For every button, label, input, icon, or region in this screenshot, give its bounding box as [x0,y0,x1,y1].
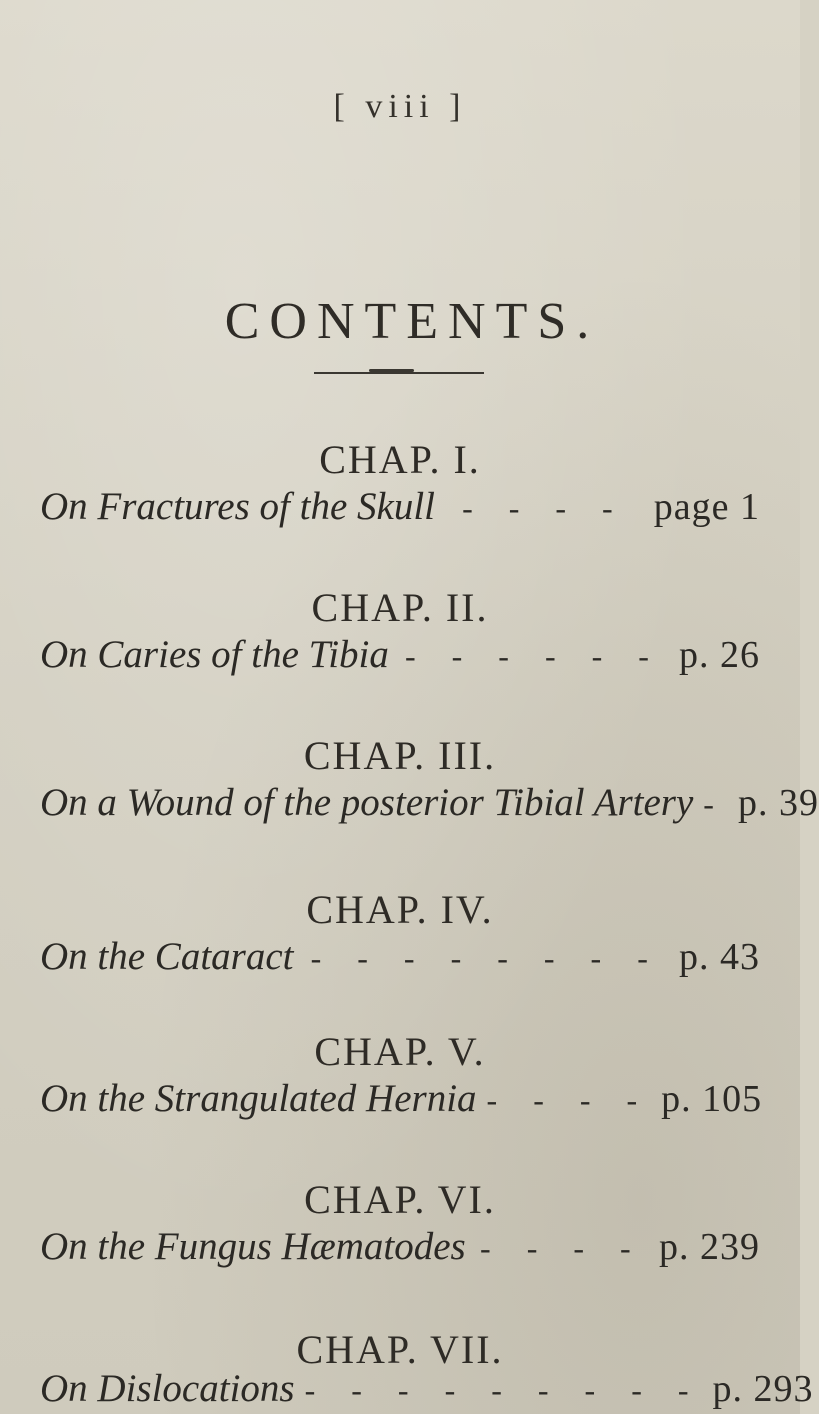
chapter-label: CHAP. VI. [304,1177,496,1222]
chapter-label: CHAP. IV. [306,887,494,932]
page-reference: p. 43 [679,936,760,978]
ornamental-rule [314,372,484,374]
chapter-title: On the Strangulated Hernia [40,1077,477,1120]
leader-dashes: - - - - - - - - [310,940,662,976]
chapter-label: CHAP. I. [319,437,481,482]
page-reference: p. 39 [737,782,819,824]
toc-entry [40,780,819,828]
toc-entry [40,934,760,982]
chapter-title: On the Cataract [40,935,294,978]
page-reference: p. 26 [679,634,760,676]
chapter-title: On Caries of the Tibia [40,633,389,676]
toc-entry [40,484,760,532]
leader-dashes: - - - - - - [404,638,663,674]
page-reference: p. 293 [712,1368,814,1410]
page-number: [ viii ] [333,88,467,125]
chapter-title: On Fractures of the Skull [40,485,435,528]
chapter-label: CHAP. VII. [296,1327,504,1372]
chapter-title: On a Wound of the posterior Tibial Artery [40,781,694,824]
chapter-label: CHAP. III. [303,733,497,778]
page-reference: p. 239 [659,1226,760,1268]
leader-dashes: - - - - [462,490,627,526]
leader-dashes: - - - - [486,1082,652,1118]
contents-heading: CONTENTS. [224,293,600,350]
chapter-label: CHAP. II. [311,585,489,630]
leader-dashes: - - - - [480,1230,645,1266]
toc-entry [40,1366,814,1414]
toc-entry [40,1076,763,1124]
chapter-title: On the Fungus Hæmatodes [40,1225,466,1268]
page-reference: page 1 [653,486,760,528]
chapter-title: On Dislocations [40,1367,295,1410]
page-reference: p. 105 [661,1078,763,1120]
chapter-label: CHAP. V. [314,1029,486,1074]
toc-entry [40,632,760,680]
leader-dashes: - [703,786,728,822]
toc-entry [40,1224,760,1272]
leader-dashes: - - - - - - - - - [304,1372,703,1408]
